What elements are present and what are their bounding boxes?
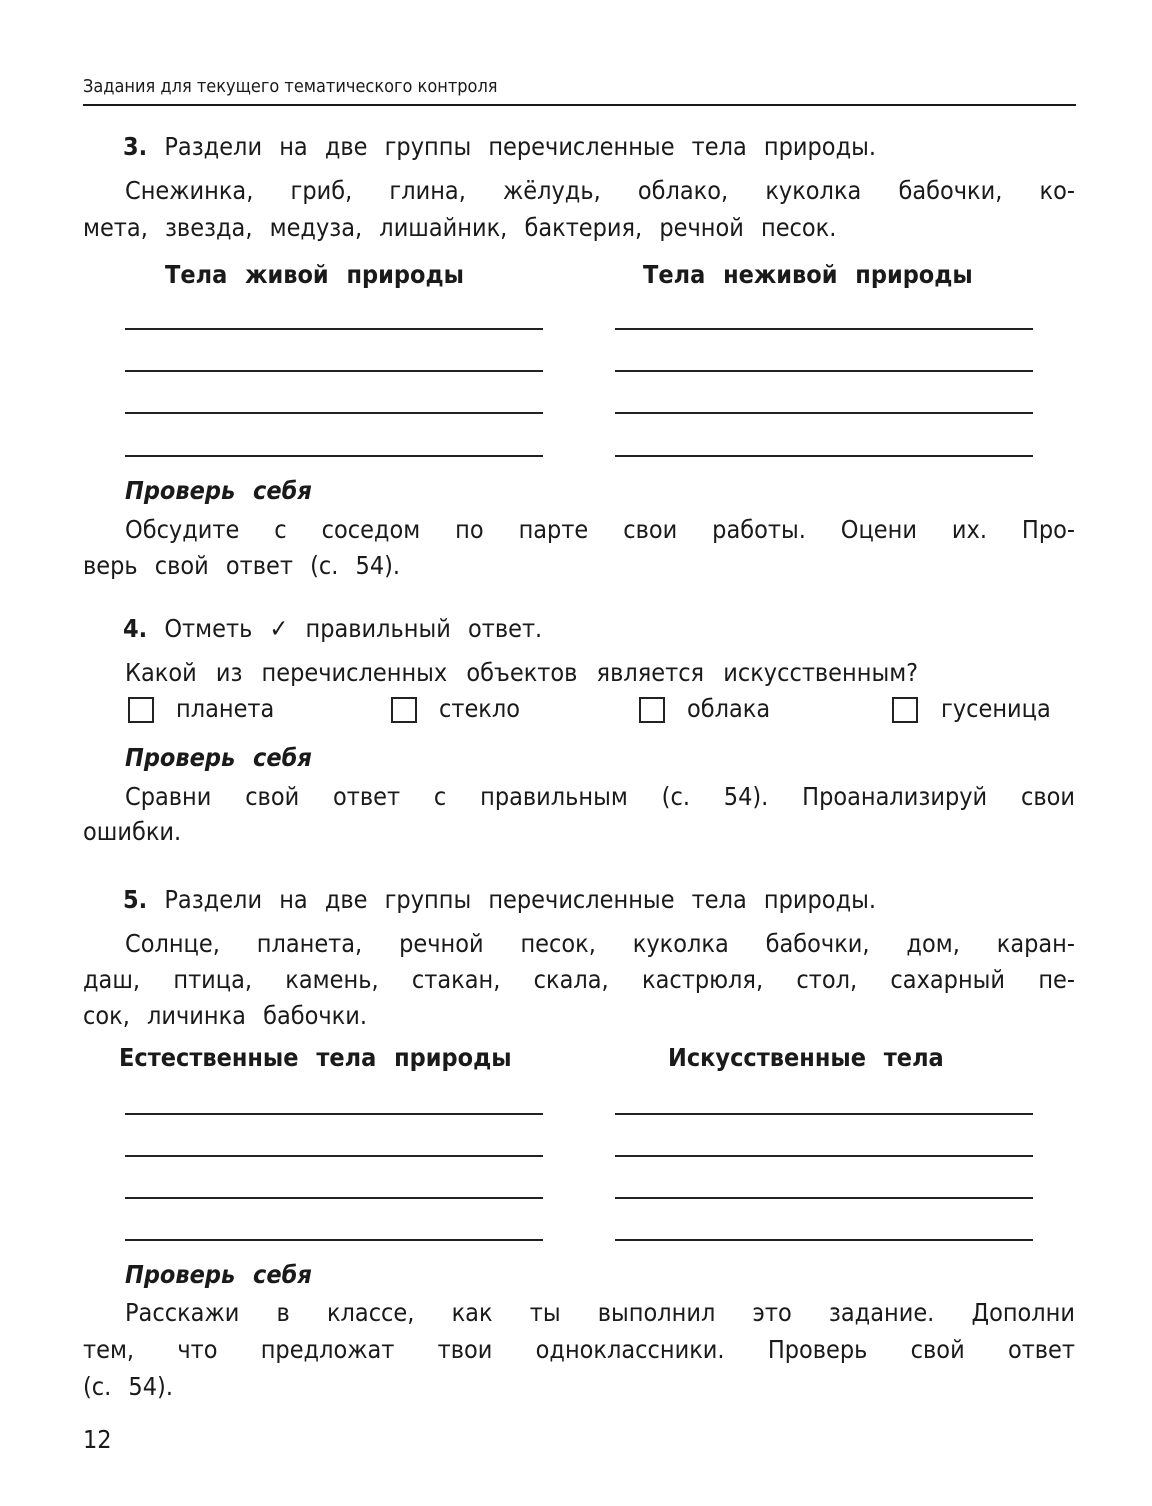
check-text: ошибки. — [83, 817, 182, 846]
answer-line[interactable] — [125, 1155, 543, 1157]
answer-line[interactable] — [615, 1239, 1033, 1241]
running-header: Задания для текущего тематического контроля — [83, 76, 498, 97]
check-yourself-title: Проверь себя — [125, 743, 312, 772]
task5-title — [123, 885, 876, 915]
check-text: тем, что предложат твои одноклассники. Проверь свой ответ — [83, 1335, 1075, 1364]
option-label: стекло — [439, 694, 521, 723]
check-text: (с. 54). — [83, 1372, 173, 1401]
option-label: планета — [176, 694, 275, 723]
answer-line[interactable] — [125, 328, 543, 330]
task-number: 5. — [123, 885, 148, 914]
task-text: Раздели на две группы перечисленные тела природы. — [164, 885, 877, 914]
task-text: Отметь — [164, 614, 253, 643]
task5-line: Солнце, планета, речной песок, куколка бабочки, дом, каран- — [125, 929, 1075, 958]
check-yourself-title: Проверь себя — [125, 476, 312, 505]
answer-line[interactable] — [125, 370, 543, 372]
check-yourself-title: Проверь себя — [125, 1260, 312, 1289]
option-checkbox[interactable] — [391, 697, 417, 723]
task-number: 3. — [123, 132, 148, 161]
check-text: верь свой ответ (с. 54). — [83, 551, 401, 580]
question: Какой из перечисленных объектов является искусственным? — [125, 658, 919, 687]
answer-line[interactable] — [615, 1155, 1033, 1157]
task5-line: сок, личинка бабочки. — [83, 1001, 368, 1030]
answer-line[interactable] — [615, 455, 1033, 457]
answer-line[interactable] — [615, 1113, 1033, 1115]
answer-line[interactable] — [615, 370, 1033, 372]
header-rule — [83, 104, 1076, 106]
task5-line: даш, птица, камень, стакан, скала, кастрюля, стол, сахарный пе- — [83, 965, 1075, 994]
answer-line[interactable] — [125, 1197, 543, 1199]
page-number: 12 — [83, 1425, 112, 1454]
column-heading-artificial: Искусственные тела — [668, 1043, 944, 1072]
answer-line[interactable] — [615, 1197, 1033, 1199]
option-checkbox[interactable] — [128, 697, 154, 723]
task3-line: Снежинка, гриб, глина, жёлудь, облако, куколка бабочки, ко- — [125, 176, 1075, 205]
task3-line: мета, звезда, медуза, лишайник, бактерия, речной песок. — [83, 213, 837, 242]
answer-line[interactable] — [615, 412, 1033, 414]
task3-title — [123, 132, 876, 162]
check-text: Расскажи в классе, как ты выполнил это задание. Дополни — [125, 1298, 1075, 1327]
answer-line[interactable] — [125, 412, 543, 414]
column-heading-living: Тела живой природы — [165, 260, 464, 289]
column-heading-natural: Естественные тела природы — [119, 1043, 512, 1072]
answer-line[interactable] — [125, 1239, 543, 1241]
option-label: гусеница — [941, 694, 1051, 723]
answer-line[interactable] — [125, 1113, 543, 1115]
answer-line[interactable] — [615, 328, 1033, 330]
check-text: Обсудите с соседом по парте свои работы. Оцени их. Про- — [125, 515, 1075, 544]
option-label: облака — [687, 694, 771, 723]
option-checkbox[interactable] — [639, 697, 665, 723]
task-text: правильный ответ. — [305, 614, 543, 643]
checkmark-icon: ✓ — [269, 614, 289, 643]
option-checkbox[interactable] — [892, 697, 918, 723]
task4-title — [123, 614, 542, 644]
column-heading-nonliving: Тела неживой природы — [643, 260, 973, 289]
task-number: 4. — [123, 614, 148, 643]
check-text: Сравни свой ответ с правильным (с. 54). Проанализируй свои — [125, 782, 1075, 811]
task-text: Раздели на две группы перечисленные тела природы. — [164, 132, 877, 161]
answer-line[interactable] — [125, 455, 543, 457]
